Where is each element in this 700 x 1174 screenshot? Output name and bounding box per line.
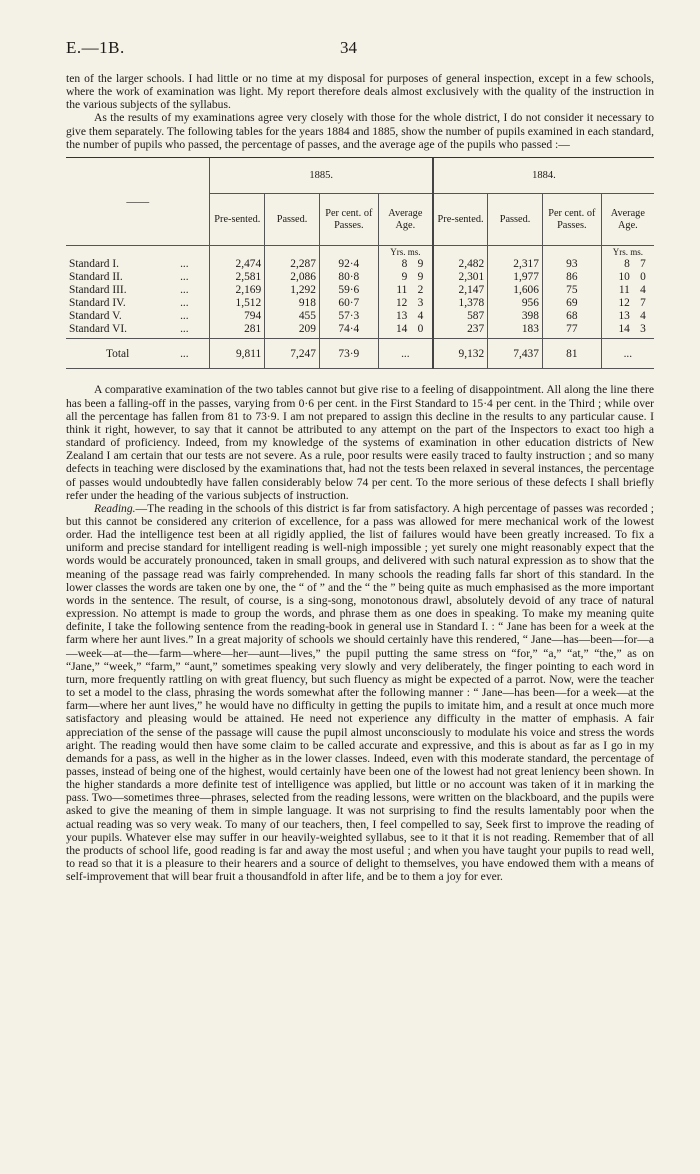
document-reference: E.—1B. bbox=[66, 38, 125, 57]
cell-age-1885 bbox=[378, 271, 433, 284]
cell-percent-1884: 86 bbox=[542, 271, 601, 284]
cell-passed-1885: 455 bbox=[265, 310, 320, 323]
cell-presented-1884: 2,147 bbox=[433, 284, 488, 297]
cell-passed-1885: 2,086 bbox=[265, 271, 320, 284]
cell-passed-1885: 209 bbox=[265, 323, 320, 339]
age-units-1884: Yrs. ms. bbox=[612, 247, 643, 258]
age-months: 4 bbox=[640, 284, 646, 297]
reading-heading: Reading. bbox=[94, 501, 136, 515]
row-dots: ... bbox=[159, 284, 210, 297]
row-dots: ... bbox=[159, 297, 210, 310]
row-dots: ... bbox=[159, 323, 210, 339]
total-label: Total bbox=[106, 347, 130, 360]
age-years: 13 bbox=[395, 310, 408, 323]
age-months: 0 bbox=[417, 322, 424, 335]
cell-age-1884 bbox=[601, 258, 654, 271]
cell-percent-1885: 74·4 bbox=[319, 323, 378, 339]
col-header-presented-1885: Pre-sented. bbox=[210, 194, 265, 246]
row-label: Standard III. bbox=[69, 284, 127, 297]
col-header-age-1885: Average Age. bbox=[378, 194, 433, 246]
total-passed-1885: 7,247 bbox=[265, 339, 320, 369]
cell-presented-1885: 2,581 bbox=[210, 271, 265, 284]
row-dots: ... bbox=[159, 271, 210, 284]
cell-age-1885 bbox=[378, 310, 433, 323]
cell-presented-1885: 2,474 bbox=[210, 258, 265, 271]
row-label: Standard IV. bbox=[69, 297, 126, 310]
age-years: 11 bbox=[396, 284, 408, 297]
cell-percent-1884: 68 bbox=[542, 310, 601, 323]
age-months: 9 bbox=[417, 271, 424, 284]
cell-presented-1884: 587 bbox=[433, 310, 488, 323]
cell-presented-1884: 237 bbox=[433, 323, 488, 339]
total-presented-1885: 9,811 bbox=[210, 339, 265, 369]
page-header bbox=[66, 38, 654, 58]
cell-age-1884 bbox=[601, 323, 654, 339]
age-months: 4 bbox=[640, 310, 646, 323]
intro-paragraph-2: As the results of my examinations agree very closely with those for the whole district, I do not consider it necessary to give them separately. The following tables for the years 1884 and 1885, show the number of pupils examined in each standard, the number of pupils who passed, the percentage of passes, and the average age of the pupils who passed :— bbox=[66, 111, 654, 151]
cell-presented-1884: 2,301 bbox=[433, 271, 488, 284]
cell-passed-1884: 1,977 bbox=[488, 271, 543, 284]
age-months: 9 bbox=[417, 258, 424, 271]
age-years: 11 bbox=[618, 284, 630, 297]
row-label: Standard II. bbox=[69, 271, 123, 284]
row-label: Standard I. bbox=[69, 258, 119, 271]
row-label: Standard VI. bbox=[69, 322, 127, 335]
cell-passed-1884: 398 bbox=[488, 310, 543, 323]
cell-presented-1885: 1,512 bbox=[210, 297, 265, 310]
year-header-1884: 1884. bbox=[433, 158, 654, 194]
cell-presented-1884: 2,482 bbox=[433, 258, 488, 271]
table-row bbox=[66, 297, 654, 310]
cell-passed-1885: 1,292 bbox=[265, 284, 320, 297]
total-age-1884: ... bbox=[623, 347, 633, 360]
table-total-row bbox=[66, 339, 654, 369]
row-dots: ... bbox=[159, 339, 210, 369]
col-header-age-1884: Average Age. bbox=[610, 207, 645, 231]
col-header-passed-1885: Passed. bbox=[265, 194, 320, 246]
cell-passed-1884: 956 bbox=[488, 297, 543, 310]
age-months: 2 bbox=[417, 284, 424, 297]
cell-percent-1885: 60·7 bbox=[319, 297, 378, 310]
age-years: 13 bbox=[618, 310, 630, 323]
reading-text: —The reading in the schools of this district is far from satisfactory. A high percentage of passes was recorded ; but this cannot be considered any criterion of excellence, for a pass was allowed for mere mechanical work of the lowest order. Had the intelligence test been at all rigidly applied, the list of failures would have been greatly increased. To fix a uniform and precise standard for intelligent reading is well-nigh impossible ; yet surely one might reasonably expect that the words would be accurately pronounced, taken in small groups, and delivered with such natural expression as to show that the meaning of the passage read was fairly comprehended. In many schools the reading falls far short of this standard. In the lower classes the words are taken one by one, the “ of ” and the “ the ” being quite as much emphasised as the more important words in the sentence. The result, of course, is a sing-song, monotonous drawl, absolutely devoid of any trace of natural expression. No attempt is made to group the words, and phrase them as one does in speaking. To make my meaning quite definite, I take the following sentence from the reading-book in general use in Standard I. : “ Jane has been for a week at the farm where her aunt lives.” In a great majority of schools we should certainly have this rendered, “ Jane—has—been—for—a—week—at—the—farm—where—her—aunt—lives,” the pupil putting the same stress on “for,” “a,” “at,” “the,” as on “Jane,” “week,” “farm,” “aunt,” sometimes speaking very slowly and very deliberately, the finger pointing to each word in turn, more frequently rattling on with great fluency, but such fluency as might be expected of a parrot. Now, were the teacher to set a model to the class, phrasing the words somewhat after the following manner : “ Jane—has been—for a week—at the farm—where her aunt lives,” he would have no difficulty in getting the pupils to imitate him, and a result at once much more satisfactory and pleasing would be attained. He need not experience any difficulty in the matter of emphasis. A fair appreciation of the sense of the passage will cause the pupil almost unconsciously to modulate his voice and stress the words aright. The reading would then have some claim to be called accurate and expressive, and this is about as far as I go in my demands for a pass, as well in the higher as in the lower classes. Indeed, even with this moderate standard, the percentage of passes, instead of being one of the highest, would certainly have been one of the lowest had not great leniency been shown. In the higher standards a more definite test of intelligence was applied, but little or no account was taken of it in marking the pass. Two—sometimes three—phrases, selected from the reading lessons, were written on the blackboard, and the pupils were asked to give the meaning of them in simple language. It was not surprising to find the results lamentably poor when the actual reading was so very weak. To many of our teachers, then, I feel compelled to say, Seek first to improve the reading of your pupils. Whatever else may suffer in our heavily-weighted syllabus, see to it that it is not reading. Remember that of all the products of school life, good reading is far and away the most useful ; and when you have taught your pupils to read well, to read so that it is a pleasure to their hearers and a source of delight to themselves, you have endowed them with a means of self-improvement that will bear fruit a thousandfold in after life, and be to them a joy for ever. bbox=[66, 501, 654, 884]
col-header-percent-1885: Per cent. of Passes. bbox=[319, 194, 378, 246]
age-months: 3 bbox=[640, 322, 646, 335]
cell-age-1885 bbox=[378, 323, 433, 339]
cell-presented-1884: 1,378 bbox=[433, 297, 488, 310]
age-months: 7 bbox=[640, 297, 646, 310]
age-units-1885: Yrs. ms. bbox=[378, 246, 433, 258]
cell-age-1884 bbox=[601, 284, 654, 297]
age-months: 0 bbox=[640, 271, 646, 284]
cell-age-1885 bbox=[378, 258, 433, 271]
table-row bbox=[66, 271, 654, 284]
age-months: 7 bbox=[640, 258, 646, 271]
row-dots: ... bbox=[159, 310, 210, 323]
age-years: 12 bbox=[395, 297, 408, 310]
age-years: 10 bbox=[618, 271, 630, 284]
cell-passed-1884: 1,606 bbox=[488, 284, 543, 297]
table-row bbox=[66, 258, 654, 271]
cell-passed-1884: 2,317 bbox=[488, 258, 543, 271]
age-years: 8 bbox=[401, 258, 408, 271]
cell-percent-1885: 80·8 bbox=[319, 271, 378, 284]
table-row bbox=[66, 310, 654, 323]
table-row bbox=[66, 284, 654, 297]
col-header-presented-1884: Pre-sented. bbox=[433, 194, 488, 246]
results-table bbox=[66, 158, 654, 370]
body-paragraph-comparison: A comparative examination of the two tables cannot but give rise to a feeling of disappointment. All along the line there has been a falling-off in the passes, varying from 0·6 per cent. in the First Standard to 15·4 per cent. in the Third ; while over all the percentage has fallen from 81 to 73·9. I am not prepared to assign this decline in the results to any particular cause. I think it right, however, to say that it cannot be attributed to any attempt on the part of the Inspectors to exact too high a standard of proficiency. Indeed, from my knowledge of the systems of examination in other education districts of New Zealand I am certain that our tests are not severe. As a rule, poor results were easily traced to faulty instruction ; and so many defects in teaching were disclosed by the examinations that, had not the tests been relaxed in several instances, the percentage of passes would undoubtedly have fallen considerably below 74 per cent. To the more serious of these defects I shall briefly refer under the heading of the various subjects of instruction. bbox=[66, 383, 654, 502]
cell-presented-1885: 794 bbox=[210, 310, 265, 323]
page-number: 34 bbox=[340, 38, 357, 57]
intro-paragraph-1: ten of the larger schools. I had little or no time at my disposal for purposes of general inspection, except in a few schools, where the work of examination was light. My report therefore deals almost exclusively with the quality of the instruction in the various subjects of the syllabus. bbox=[66, 72, 654, 112]
col-header-percent-1884: Per cent. of Passes. bbox=[542, 194, 601, 246]
cell-percent-1884: 93 bbox=[542, 258, 601, 271]
row-label: Standard V. bbox=[69, 310, 122, 323]
total-percent-1885: 73·9 bbox=[319, 339, 378, 369]
year-header-1885: 1885. bbox=[210, 158, 433, 194]
table-stub-header: —— bbox=[66, 158, 210, 246]
age-years: 12 bbox=[618, 297, 630, 310]
age-months: 4 bbox=[417, 310, 424, 323]
cell-age-1884 bbox=[601, 297, 654, 310]
cell-age-1884 bbox=[601, 271, 654, 284]
cell-percent-1884: 69 bbox=[542, 297, 601, 310]
total-passed-1884: 7,437 bbox=[488, 339, 543, 369]
age-years: 14 bbox=[618, 322, 630, 335]
cell-percent-1885: 59·6 bbox=[319, 284, 378, 297]
cell-passed-1885: 2,287 bbox=[265, 258, 320, 271]
age-years: 9 bbox=[401, 271, 408, 284]
cell-percent-1885: 92·4 bbox=[319, 258, 378, 271]
age-years: 14 bbox=[395, 322, 408, 335]
cell-age-1885 bbox=[378, 297, 433, 310]
cell-age-1885 bbox=[378, 284, 433, 297]
cell-percent-1884: 75 bbox=[542, 284, 601, 297]
row-dots: ... bbox=[159, 258, 210, 271]
cell-percent-1884: 77 bbox=[542, 323, 601, 339]
cell-passed-1884: 183 bbox=[488, 323, 543, 339]
age-years: 8 bbox=[624, 258, 630, 271]
col-header-passed-1884: Passed. bbox=[488, 194, 543, 246]
cell-presented-1885: 281 bbox=[210, 323, 265, 339]
cell-percent-1885: 57·3 bbox=[319, 310, 378, 323]
cell-passed-1885: 918 bbox=[265, 297, 320, 310]
cell-age-1884 bbox=[601, 310, 654, 323]
total-age-1885: ... bbox=[378, 339, 433, 369]
total-presented-1884: 9,132 bbox=[433, 339, 488, 369]
table-row bbox=[66, 323, 654, 339]
age-months: 3 bbox=[417, 297, 424, 310]
total-percent-1884: 81 bbox=[542, 339, 601, 369]
cell-presented-1885: 2,169 bbox=[210, 284, 265, 297]
reading-paragraph bbox=[66, 502, 654, 884]
